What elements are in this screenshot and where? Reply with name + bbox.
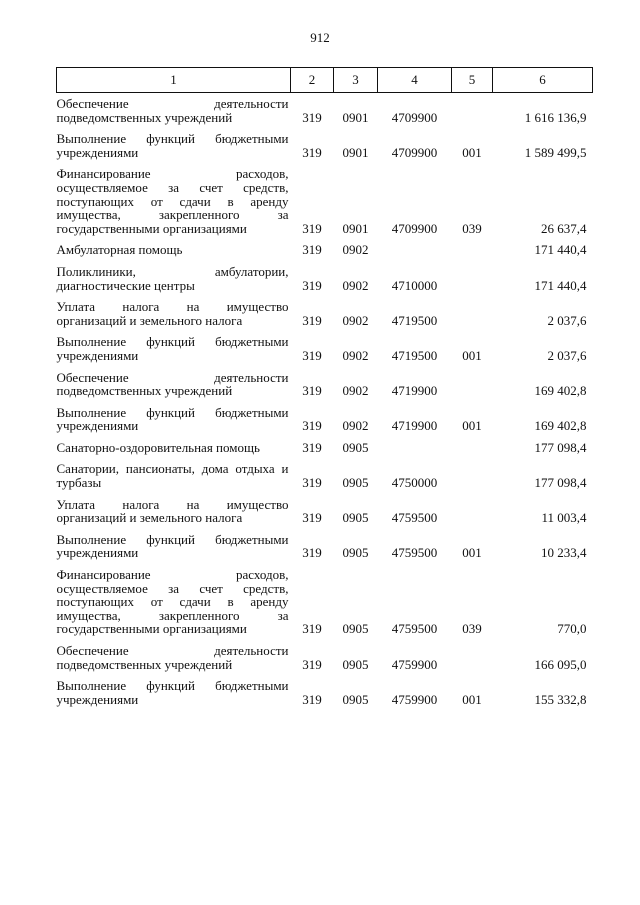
- table-row: [57, 93, 593, 125]
- row-section-code: 0901: [342, 109, 369, 125]
- row-name: Финансирование расходов, осуществляемое за счет средств, поступающих от сдачи в аренду имущества, закрепленного за государственными организациями: [56, 166, 289, 236]
- page-number: 912: [310, 30, 330, 45]
- row-name: Выполнение функций бюджетными учреждениями: [56, 678, 289, 707]
- row-department-code: 319: [302, 510, 322, 526]
- row-amount: 169 402,8: [534, 383, 587, 399]
- row-expense-type-code: 039: [462, 621, 482, 637]
- row-target-article-code: 4759500: [391, 510, 438, 526]
- row-target-article-code: 4759900: [391, 656, 438, 672]
- table-row: [57, 398, 593, 433]
- row-target-article-code: 4719500: [391, 312, 438, 328]
- row-target-article-code: 4709900: [391, 220, 438, 236]
- row-department-code: 319: [302, 220, 322, 236]
- row-name: Поликлиники, амбулатории, диагностические центры: [56, 263, 289, 293]
- table-row: [57, 159, 593, 235]
- table-row: [57, 124, 593, 159]
- column-header-2: 2: [291, 68, 334, 93]
- row-department-code: 319: [302, 691, 322, 707]
- row-name: Выполнение функций бюджетными учреждениями: [56, 404, 289, 434]
- budget-table: [56, 67, 593, 706]
- row-name: Выполнение функций бюджетными учреждениями: [56, 131, 289, 160]
- row-target-article-code: 4719500: [391, 347, 438, 363]
- row-amount: 26 637,4: [541, 220, 587, 236]
- row-amount: 770,0: [557, 621, 587, 637]
- row-target-article-code: 4710000: [391, 277, 438, 293]
- row-name: Обеспечение деятельности подведомственных учреждений: [56, 96, 289, 125]
- row-amount: 2 037,6: [547, 312, 587, 328]
- row-section-code: 0902: [342, 277, 369, 293]
- row-expense-type-code: 001: [462, 691, 482, 707]
- table-body: [57, 93, 593, 707]
- table-row: [57, 560, 593, 636]
- row-target-article-code: 4709900: [391, 109, 438, 125]
- row-name: Уплата налога на имущество организаций и земельного налога: [56, 496, 289, 526]
- row-section-code: 0902: [342, 347, 369, 363]
- row-expense-type-code: 001: [462, 144, 482, 160]
- row-amount: 171 440,4: [534, 242, 587, 258]
- row-department-code: 319: [302, 277, 322, 293]
- table-row: [57, 671, 593, 706]
- row-amount: 166 095,0: [534, 656, 587, 672]
- row-expense-type-code: [452, 433, 493, 455]
- table-row: [57, 363, 593, 398]
- row-section-code: 0901: [342, 144, 369, 160]
- row-name: Амбулаторная помощь: [56, 242, 183, 258]
- row-target-article-code: 4750000: [391, 475, 438, 491]
- row-target-article-code: [378, 433, 452, 455]
- row-department-code: 319: [302, 144, 322, 160]
- row-department-code: 319: [302, 418, 322, 434]
- row-expense-type-code: 001: [462, 545, 482, 561]
- row-amount: 10 233,4: [541, 545, 587, 561]
- row-section-code: 0905: [342, 475, 369, 491]
- row-section-code: 0905: [342, 439, 369, 455]
- row-expense-type-code: [452, 363, 493, 398]
- row-expense-type-code: [452, 93, 493, 125]
- row-expense-type-code: [452, 257, 493, 292]
- table-row: [57, 235, 593, 257]
- header-row: [57, 68, 593, 93]
- row-section-code: 0902: [342, 418, 369, 434]
- row-department-code: 319: [302, 439, 322, 455]
- row-name: Уплата налога на имущество организаций и земельного налога: [56, 299, 289, 328]
- row-expense-type-code: [452, 235, 493, 257]
- row-name: Обеспечение деятельности подведомственных учреждений: [56, 369, 289, 399]
- row-expense-type-code: [452, 636, 493, 671]
- table-row: [57, 327, 593, 362]
- table-header: [57, 68, 593, 93]
- row-expense-type-code: [452, 292, 493, 327]
- row-amount: 177 098,4: [534, 475, 587, 491]
- row-name: Санаторно-оздоровительная помощь: [56, 439, 260, 455]
- row-target-article-code: 4719900: [391, 418, 438, 434]
- row-name: Выполнение функций бюджетными учреждениями: [56, 334, 289, 363]
- row-target-article-code: 4759900: [391, 691, 438, 707]
- table-row: [57, 292, 593, 327]
- row-amount: 2 037,6: [547, 347, 587, 363]
- row-amount: 11 003,4: [541, 510, 587, 526]
- column-header-1: 1: [57, 68, 291, 93]
- column-header-4: 4: [378, 68, 452, 93]
- column-header-5: 5: [452, 68, 493, 93]
- row-department-code: 319: [302, 621, 322, 637]
- row-amount: 155 332,8: [534, 691, 587, 707]
- row-amount: 169 402,8: [534, 418, 587, 434]
- row-expense-type-code: 039: [462, 220, 482, 236]
- row-target-article-code: 4719900: [391, 383, 438, 399]
- row-target-article-code: 4759500: [391, 545, 438, 561]
- row-department-code: 319: [302, 312, 322, 328]
- row-section-code: 0902: [342, 383, 369, 399]
- row-target-article-code: 4709900: [391, 144, 438, 160]
- column-header-3: 3: [334, 68, 378, 93]
- row-name: Выполнение функций бюджетными учреждениями: [56, 531, 289, 561]
- row-section-code: 0905: [342, 545, 369, 561]
- row-department-code: 319: [302, 383, 322, 399]
- row-target-article-code: [378, 235, 452, 257]
- row-department-code: 319: [302, 109, 322, 125]
- row-amount: 1 589 499,5: [524, 144, 587, 160]
- table-row: [57, 257, 593, 292]
- column-header-6: 6: [493, 68, 593, 93]
- row-target-article-code: 4759500: [391, 621, 438, 637]
- table-row: [57, 525, 593, 560]
- row-name: Санатории, пансионаты, дома отдыха и турбазы: [56, 461, 289, 491]
- row-department-code: 319: [302, 347, 322, 363]
- row-section-code: 0902: [342, 312, 369, 328]
- table-row: [57, 636, 593, 671]
- row-department-code: 319: [302, 242, 322, 258]
- row-section-code: 0905: [342, 510, 369, 526]
- row-section-code: 0901: [342, 220, 369, 236]
- table-row: [57, 433, 593, 455]
- row-expense-type-code: 001: [462, 347, 482, 363]
- table-row: [57, 454, 593, 489]
- row-section-code: 0905: [342, 691, 369, 707]
- row-amount: 177 098,4: [534, 439, 587, 455]
- row-section-code: 0905: [342, 621, 369, 637]
- row-expense-type-code: [452, 454, 493, 489]
- row-department-code: 319: [302, 545, 322, 561]
- row-department-code: 319: [302, 656, 322, 672]
- row-expense-type-code: [452, 490, 493, 525]
- row-name: Обеспечение деятельности подведомственных учреждений: [56, 643, 289, 672]
- row-expense-type-code: 001: [462, 418, 482, 434]
- row-amount: 171 440,4: [534, 277, 587, 293]
- table-row: [57, 490, 593, 525]
- row-section-code: 0902: [342, 242, 369, 258]
- row-name: Финансирование расходов, осуществляемое за счет средств, поступающих от сдачи в аренду имущества, закрепленного за государственными организациями: [56, 567, 289, 637]
- row-department-code: 319: [302, 475, 322, 491]
- row-section-code: 0905: [342, 656, 369, 672]
- row-amount: 1 616 136,9: [524, 109, 587, 125]
